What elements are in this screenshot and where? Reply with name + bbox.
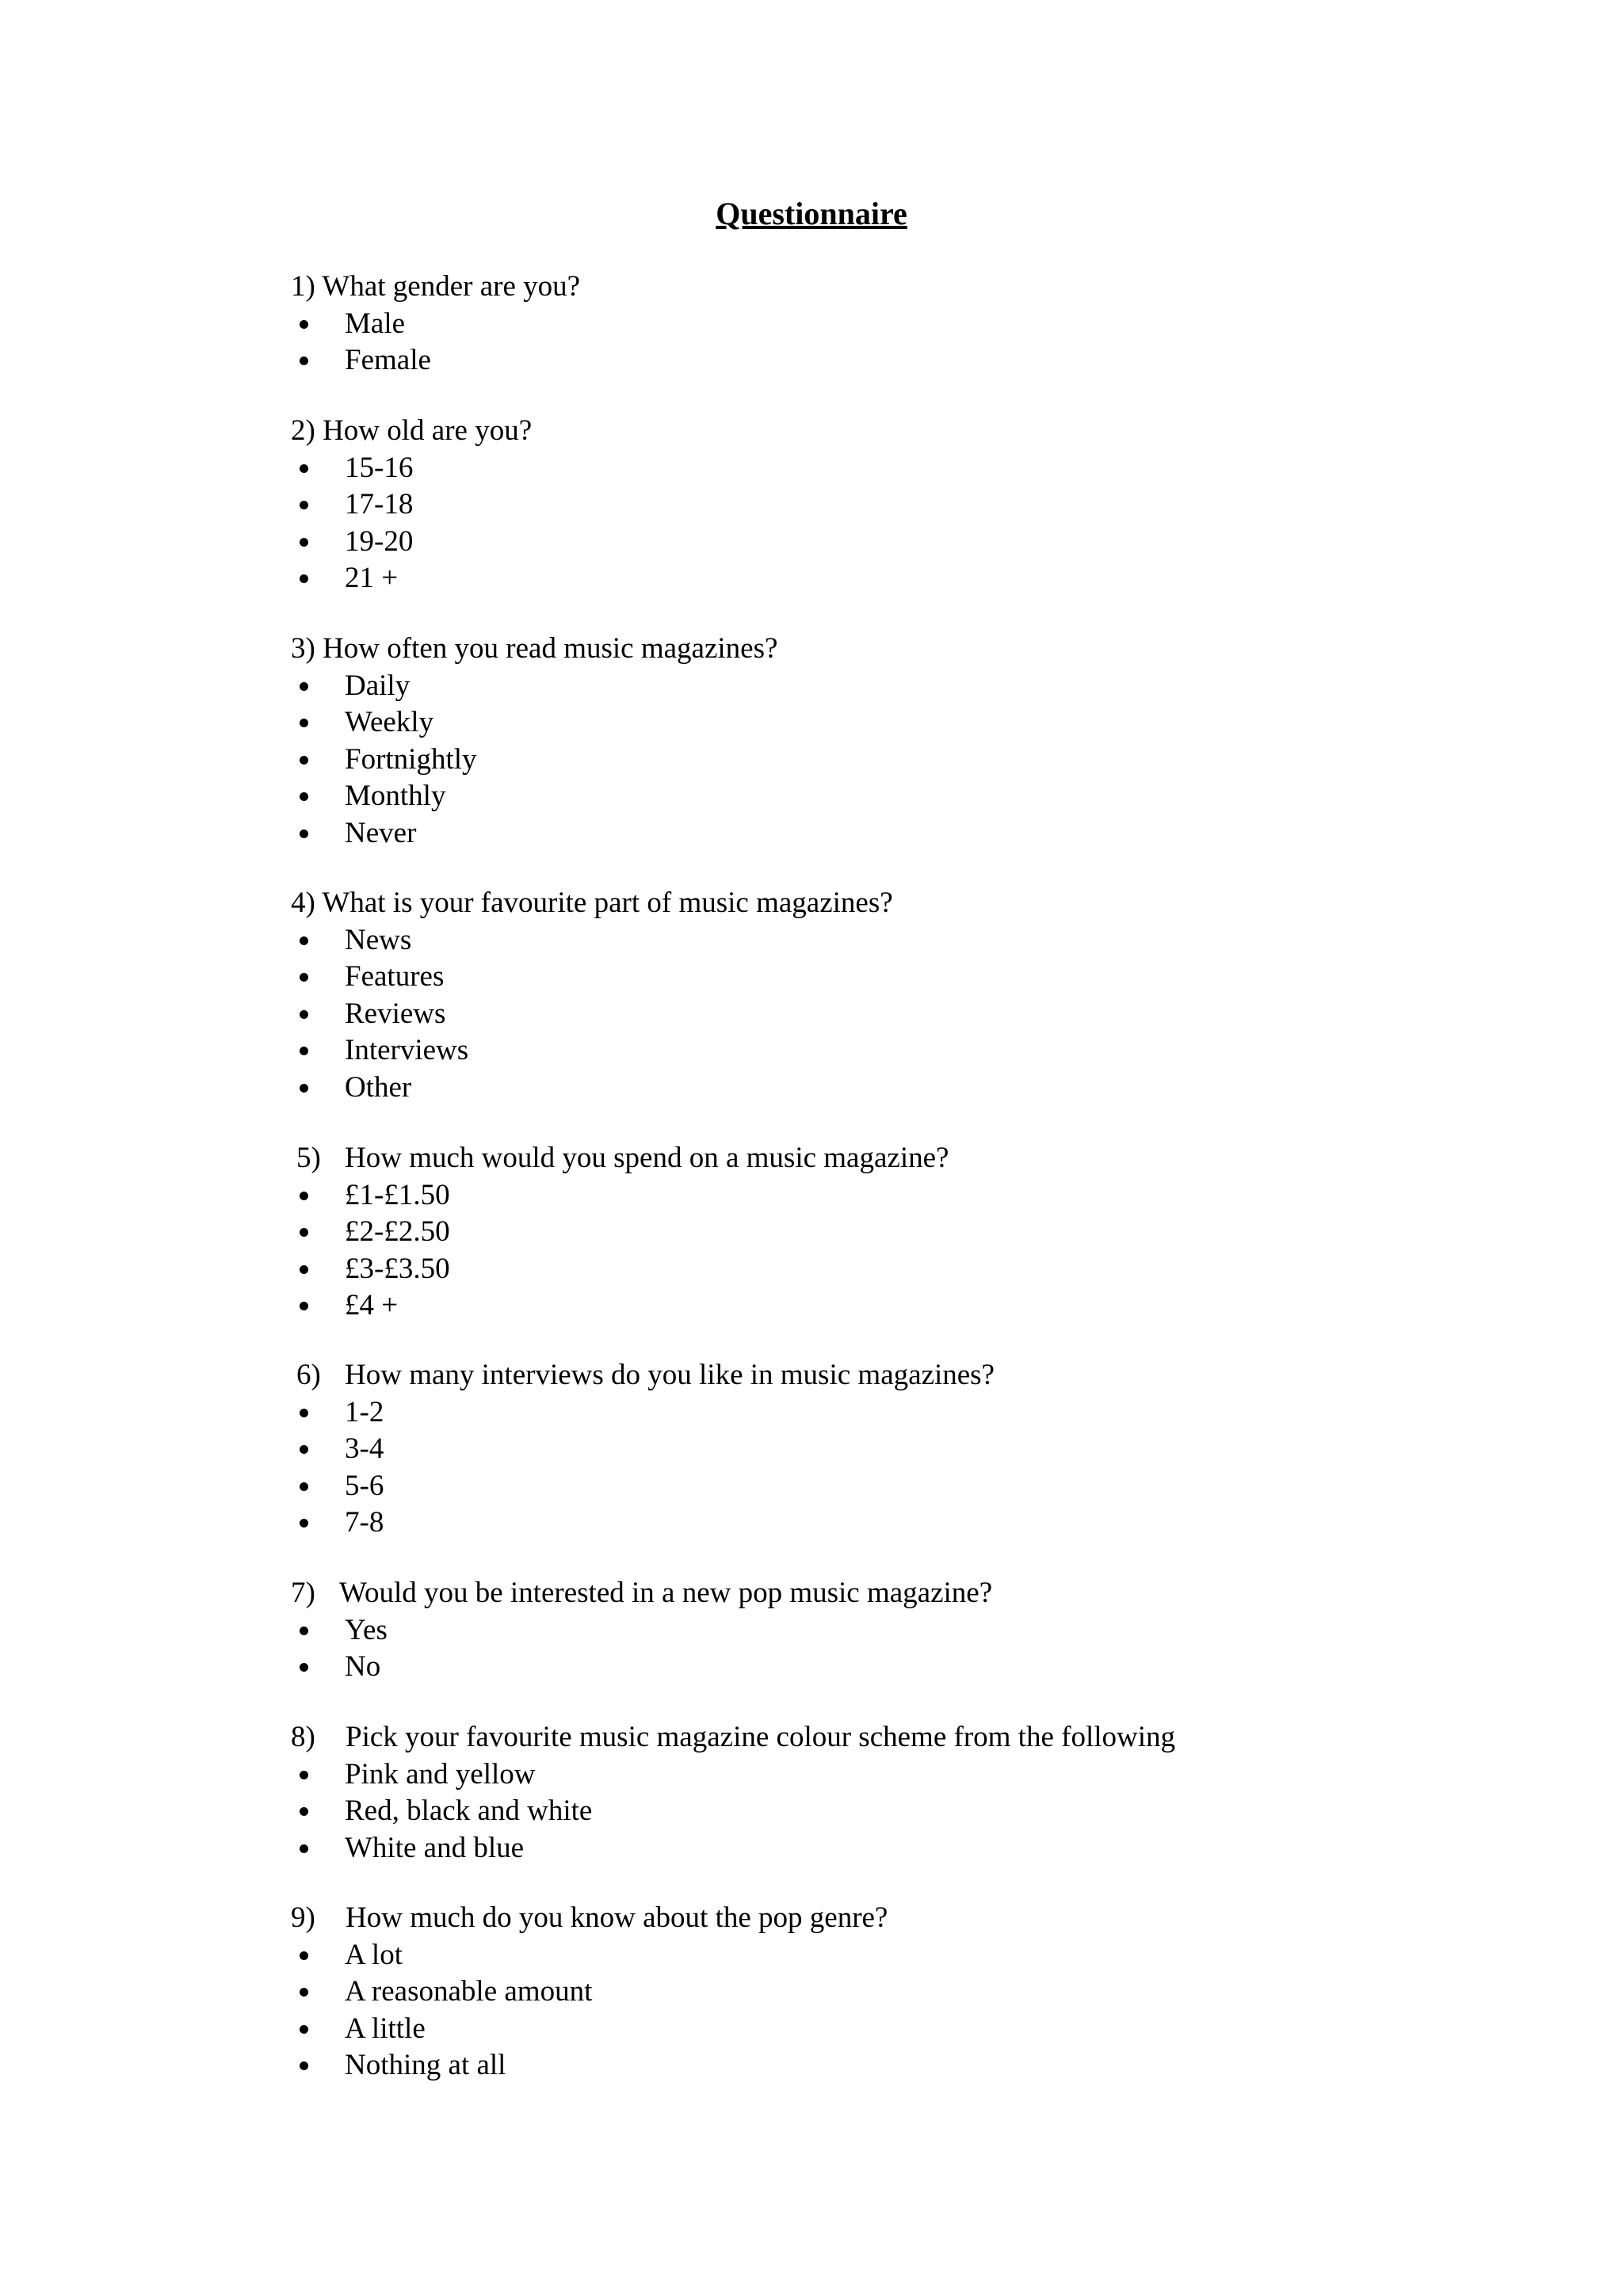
answer-options bbox=[291, 1937, 1400, 2084]
answer-option: 7-8 bbox=[291, 1505, 1400, 1542]
bullet-icon bbox=[300, 1445, 308, 1454]
bullet-icon bbox=[300, 936, 308, 945]
answer-option: A reasonable amount bbox=[291, 1974, 1400, 2011]
bullet-icon bbox=[300, 1084, 308, 1093]
page-title: Questionnaire bbox=[716, 196, 907, 231]
answer-option: Features bbox=[291, 959, 1400, 996]
bullet-icon bbox=[300, 574, 308, 583]
question-text: 5) How much would you spend on a music magazine? bbox=[296, 1142, 949, 1174]
question-1 bbox=[291, 269, 1400, 379]
question-text: 2) How old are you? bbox=[291, 414, 533, 447]
bullet-icon bbox=[300, 1771, 308, 1779]
question-text: 9) How much do you know about the pop genre? bbox=[291, 1901, 888, 1934]
bullet-icon bbox=[300, 1951, 308, 1960]
question-text: 8) Pick your favourite music magazine colour scheme from the following bbox=[291, 1721, 1176, 1753]
answer-option: Daily bbox=[291, 668, 1400, 705]
bullet-icon bbox=[300, 1302, 308, 1310]
answer-option: 19-20 bbox=[291, 524, 1400, 561]
question-text: 7) Would you be interested in a new pop music magazine? bbox=[291, 1577, 993, 1609]
answer-options bbox=[291, 922, 1400, 1107]
answer-option: Female bbox=[291, 342, 1400, 379]
question-text: 3) How often you read music magazines? bbox=[291, 632, 778, 665]
answer-options bbox=[291, 450, 1400, 597]
question-text: 6) How many interviews do you like in music magazines? bbox=[296, 1359, 995, 1391]
bullet-icon bbox=[300, 830, 308, 838]
question-text: 1) What gender are you? bbox=[291, 270, 581, 303]
bullet-icon bbox=[300, 1519, 308, 1527]
answer-option: £3-£3.50 bbox=[291, 1251, 1400, 1288]
answer-option: Yes bbox=[291, 1612, 1400, 1650]
answer-option: Other bbox=[291, 1070, 1400, 1107]
bullet-icon bbox=[300, 320, 308, 329]
answer-options bbox=[291, 1177, 1400, 1325]
bullet-icon bbox=[300, 501, 308, 509]
answer-option: 21 + bbox=[291, 560, 1400, 597]
answer-options bbox=[291, 1394, 1400, 1542]
bullet-icon bbox=[300, 756, 308, 765]
answer-option: Pink and yellow bbox=[291, 1756, 1400, 1794]
answer-options bbox=[291, 668, 1400, 852]
bullet-icon bbox=[300, 1228, 308, 1237]
bullet-icon bbox=[300, 1807, 308, 1816]
answer-option: A lot bbox=[291, 1937, 1400, 1974]
answer-option: Interviews bbox=[291, 1032, 1400, 1070]
bullet-icon bbox=[300, 2061, 308, 2070]
answer-option: 1-2 bbox=[291, 1394, 1400, 1432]
question-3 bbox=[291, 631, 1400, 852]
answer-options bbox=[291, 1612, 1400, 1686]
answer-options bbox=[291, 306, 1400, 379]
bullet-icon bbox=[300, 1482, 308, 1491]
question-9 bbox=[291, 1900, 1400, 2084]
question-2 bbox=[291, 413, 1400, 597]
bullet-icon bbox=[300, 682, 308, 691]
bullet-icon bbox=[300, 2025, 308, 2034]
question-text: 4) What is your favourite part of music magazines? bbox=[291, 887, 893, 919]
answer-option: £1-£1.50 bbox=[291, 1177, 1400, 1215]
answer-option: Reviews bbox=[291, 996, 1400, 1033]
bullet-icon bbox=[300, 1265, 308, 1274]
bullet-icon bbox=[300, 973, 308, 982]
answer-option: 5-6 bbox=[291, 1468, 1400, 1505]
question-4 bbox=[291, 885, 1400, 1106]
answer-option: Weekly bbox=[291, 704, 1400, 742]
answer-option: 17-18 bbox=[291, 486, 1400, 524]
answer-option: Never bbox=[291, 815, 1400, 852]
answer-option: A little bbox=[291, 2011, 1400, 2048]
bullet-icon bbox=[300, 792, 308, 801]
answer-option: No bbox=[291, 1649, 1400, 1686]
question-8 bbox=[291, 1719, 1400, 1867]
bullet-icon bbox=[300, 1192, 308, 1200]
answer-option: Monthly bbox=[291, 778, 1400, 815]
answer-option: Male bbox=[291, 306, 1400, 343]
bullet-icon bbox=[300, 538, 308, 547]
bullet-icon bbox=[300, 1047, 308, 1055]
answer-option: 15-16 bbox=[291, 450, 1400, 487]
bullet-icon bbox=[300, 1988, 308, 1997]
bullet-icon bbox=[300, 1627, 308, 1635]
bullet-icon bbox=[300, 357, 308, 365]
question-7 bbox=[291, 1575, 1400, 1686]
bullet-icon bbox=[300, 464, 308, 473]
bullet-icon bbox=[300, 1844, 308, 1853]
answer-option: Red, black and white bbox=[291, 1793, 1400, 1830]
answer-option: £2-£2.50 bbox=[291, 1214, 1400, 1251]
answer-option: Fortnightly bbox=[291, 742, 1400, 779]
answer-option: News bbox=[291, 922, 1400, 959]
bullet-icon bbox=[300, 1010, 308, 1019]
bullet-icon bbox=[300, 719, 308, 727]
question-6 bbox=[291, 1357, 1400, 1542]
answer-options bbox=[291, 1756, 1400, 1867]
bullet-icon bbox=[300, 1663, 308, 1672]
answer-option: White and blue bbox=[291, 1830, 1400, 1867]
bullet-icon bbox=[300, 1409, 308, 1417]
question-5 bbox=[291, 1140, 1400, 1325]
answer-option: £4 + bbox=[291, 1287, 1400, 1325]
answer-option: 3-4 bbox=[291, 1431, 1400, 1468]
answer-option: Nothing at all bbox=[291, 2047, 1400, 2084]
